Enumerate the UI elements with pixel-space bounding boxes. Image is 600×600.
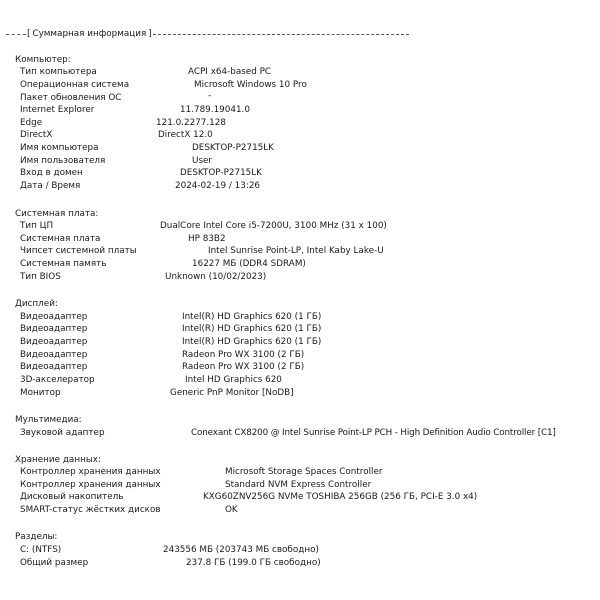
row-label: SMART-статус жёстких дисков xyxy=(20,505,161,515)
row-label: Имя компьютера xyxy=(20,143,99,153)
row-label: Звуковой адаптер xyxy=(20,428,105,438)
row-value: Conexant CX8200 @ Intel Sunrise Point-LP PCH - High Definition Audio Controller [C1] xyxy=(191,428,556,438)
row-label: Операционная система xyxy=(20,80,130,90)
header-left-rule xyxy=(6,34,26,35)
row-value: DirectX 12.0 xyxy=(158,130,213,140)
row-label: Общий размер xyxy=(20,558,89,568)
row-label: Системная память xyxy=(20,259,107,269)
row-value: ACPI x64-based PC xyxy=(188,67,272,77)
row-value: - xyxy=(208,91,212,101)
row-value: User xyxy=(192,156,213,166)
row-value: Microsoft Windows 10 Pro xyxy=(194,80,307,90)
row-label: Пакет обновления ОС xyxy=(20,93,122,103)
header-title: Суммарная информация xyxy=(32,29,147,39)
row-label: Тип компьютера xyxy=(20,67,97,77)
row-label: Монитор xyxy=(20,388,61,398)
header-close-bracket: ] xyxy=(148,29,152,39)
section-title-storage: Хранение данных: xyxy=(15,455,101,465)
row-label: Тип BIOS xyxy=(20,272,61,282)
row-value: Generic PnP Monitor [NoDB] xyxy=(170,388,294,398)
row-label: Контроллер хранения данных xyxy=(20,480,161,490)
row-label: Видеоадаптер xyxy=(20,324,88,334)
row-value: OK xyxy=(225,505,238,515)
row-value: Radeon Pro WX 3100 (2 ГБ) xyxy=(182,350,305,360)
row-value: 237.8 ГБ (199.0 ГБ свободно) xyxy=(186,558,321,568)
row-label: Видеоадаптер xyxy=(20,350,88,360)
section-title-display: Дисплей: xyxy=(15,299,58,309)
row-label: C: (NTFS) xyxy=(20,545,62,555)
row-label: Системная плата xyxy=(20,234,101,244)
row-value: Unknown (10/02/2023) xyxy=(165,272,267,282)
row-value: Radeon Pro WX 3100 (2 ГБ) xyxy=(182,362,305,372)
row-label: Дата / Время xyxy=(20,181,81,191)
row-value: DualCore Intel Core i5-7200U, 3100 MHz (31 x 100) xyxy=(160,221,387,231)
header-open-bracket: [ xyxy=(27,29,31,39)
row-label: Видеоадаптер xyxy=(20,337,88,347)
row-value: Intel(R) HD Graphics 620 (1 ГБ) xyxy=(182,324,322,334)
row-label: Имя пользователя xyxy=(20,156,106,166)
row-value: Standard NVM Express Controller xyxy=(225,480,372,490)
row-label: Вход в домен xyxy=(20,168,83,178)
row-value: Intel(R) HD Graphics 620 (1 ГБ) xyxy=(182,312,322,322)
row-label: DirectX xyxy=(20,130,53,140)
row-value: HP 83B2 xyxy=(188,234,226,244)
row-value: 243556 МБ (203743 МБ свободно) xyxy=(163,545,319,555)
section-title-partitions: Разделы: xyxy=(15,532,58,542)
row-value: 16227 МБ (DDR4 SDRAM) xyxy=(192,259,306,269)
row-label: Тип ЦП xyxy=(20,221,54,231)
header-right-rule xyxy=(153,34,409,35)
summary-header xyxy=(6,28,409,40)
section-title-motherboard: Системная плата: xyxy=(15,209,99,219)
row-label: Internet Explorer xyxy=(20,105,95,115)
row-label: 3D-акселератор xyxy=(20,375,95,385)
row-value: 11.789.19041.0 xyxy=(180,105,250,115)
row-label: Чипсет системной платы xyxy=(20,246,137,256)
section-title-computer: Компьютер: xyxy=(15,55,71,65)
row-label: Дисковый накопитель xyxy=(20,492,124,502)
row-value: KXG60ZNV256G NVMe TOSHIBA 256GB (256 ГБ, PCI-E 3.0 x4) xyxy=(203,492,478,502)
row-label: Видеоадаптер xyxy=(20,362,88,372)
row-value: 121.0.2277.128 xyxy=(156,118,226,128)
row-value: Intel Sunrise Point-LP, Intel Kaby Lake-U xyxy=(208,246,384,256)
row-value: Intel HD Graphics 620 xyxy=(185,375,282,385)
row-value: Microsoft Storage Spaces Controller xyxy=(225,467,383,477)
row-label: Видеоадаптер xyxy=(20,312,88,322)
section-title-multimedia: Мультимедиа: xyxy=(15,415,82,425)
row-value: DESKTOP-P2715LK xyxy=(180,168,262,178)
row-label: Edge xyxy=(20,118,43,128)
row-value: Intel(R) HD Graphics 620 (1 ГБ) xyxy=(182,337,322,347)
row-value: 2024-02-19 / 13:26 xyxy=(175,181,261,191)
row-value: DESKTOP-P2715LK xyxy=(192,143,274,153)
row-label: Контроллер хранения данных xyxy=(20,467,161,477)
